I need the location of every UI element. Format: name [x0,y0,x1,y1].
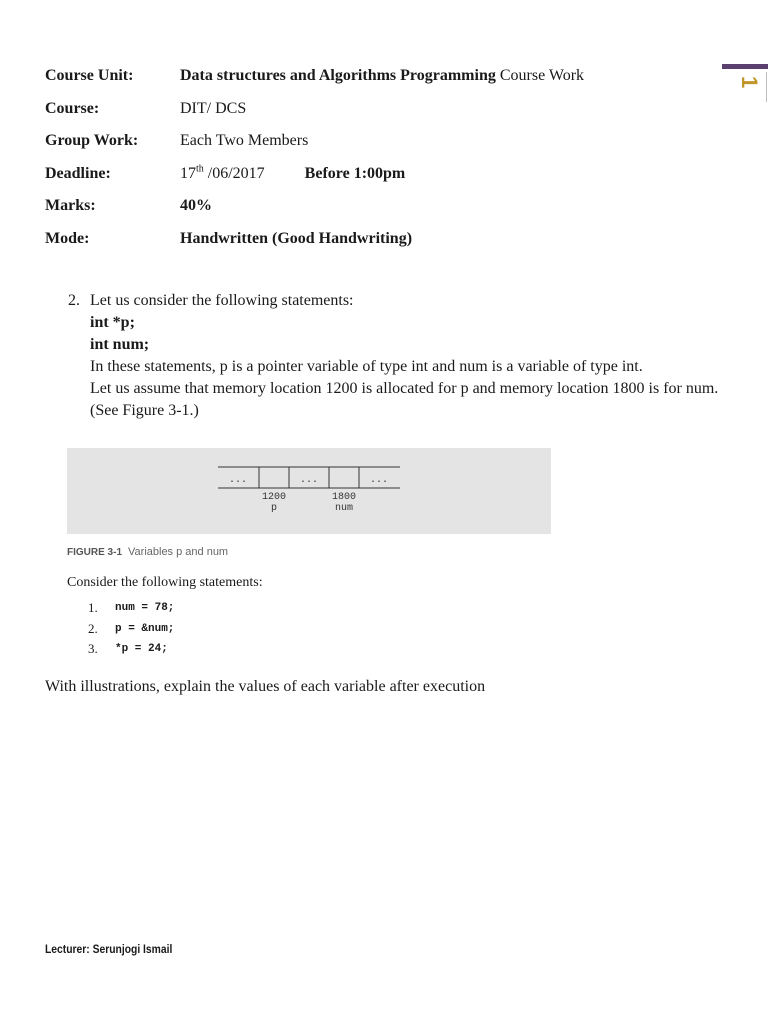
address-1200: 1200 [261,492,287,503]
question-para-1: In these statements, p is a pointer variable of type int and num is a variable of type int. [90,358,643,375]
lecturer-footer: Lecturer: Serunjogi Ismail [45,942,173,956]
group-work-value: Each Two Members [180,132,309,150]
statement-number: 3. [88,641,98,657]
marker-divider [766,72,767,102]
code-line-num: int num; [90,336,150,353]
code-line-pointer: int *p; [90,314,135,331]
course-info-table [45,60,725,255]
list-item [88,598,174,619]
memory-cell-ellipsis: ... [369,475,389,486]
memory-cell-ellipsis: ... [228,475,248,486]
statement-code: p = &num; [115,622,175,635]
consider-text: Consider the following statements: [67,575,263,590]
course-unit-value [180,67,584,85]
info-row-deadline [45,158,725,191]
question-intro: Let us consider the following statements: [90,292,354,309]
deadline-value [180,165,405,183]
page-number-marker [722,64,768,104]
course-unit-title: Data structures and Algorithms Programming [180,67,496,85]
course-label: Course: [45,99,100,117]
deadline-day: 17 [180,164,196,182]
deadline-day-suffix: th [196,163,204,175]
info-row-marks [45,190,725,223]
question-body [90,290,728,422]
marks-label: Marks: [45,197,96,215]
info-row-mode [45,223,725,256]
course-value: DIT/ DCS [180,99,247,117]
statement-code: num = 78; [115,602,175,615]
list-item [88,619,174,640]
mode-label: Mode: [45,229,90,247]
course-unit-suffix: Course Work [495,67,585,85]
variable-p-label: p [270,503,278,514]
statement-number: 1. [88,600,98,616]
statement-number: 2. [88,620,98,636]
figure-3-1 [67,448,551,534]
mode-value: Handwritten (Good Handwriting) [180,229,413,247]
info-row-group-work [45,125,725,158]
question-number: 2. [68,292,80,309]
figure-caption [67,546,228,558]
question-2 [68,290,728,422]
figure-caption-label: FIGURE 3-1 [67,547,123,558]
address-1800: 1800 [331,492,357,503]
deadline-date-rest: /06/2017 [203,164,265,182]
memory-cell-ellipsis: ... [299,475,319,486]
variable-num-label: num [334,503,354,514]
marks-value: 40% [180,197,212,215]
memory-diagram [67,448,551,534]
statement-code: *p = 24; [115,643,168,656]
page-number: 1 [737,76,762,89]
deadline-label: Deadline: [45,164,111,182]
info-row-course [45,93,725,126]
question-para-2: Let us assume that memory location 1200 is allocated for p and memory location 1800 is for num. (See Figure 3-1.) [90,380,719,419]
figure-caption-text: Variables p and num [128,546,229,558]
info-row-course-unit [45,60,725,93]
list-item [88,639,174,660]
course-unit-label: Course Unit: [45,67,134,85]
group-work-label: Group Work: [45,132,139,150]
final-instruction: With illustrations, explain the values of each variable after execution [45,678,486,695]
deadline-time: Before 1:00pm [304,164,406,182]
statement-list [88,598,174,660]
